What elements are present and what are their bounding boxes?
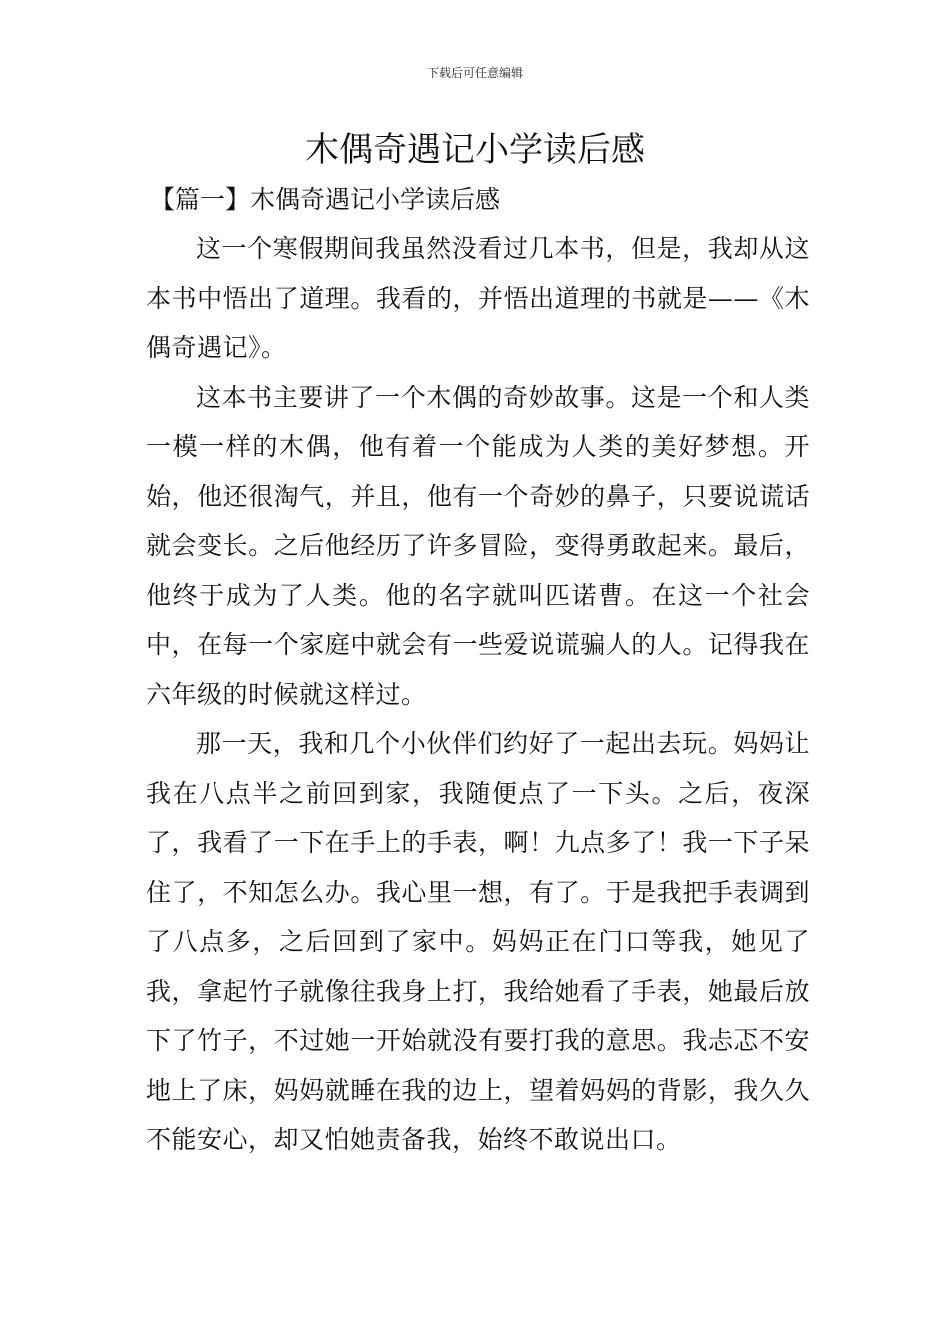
- body-text: [146, 224, 810, 1165]
- paragraph-3: 那一天，我和几个小伙伴们约好了一起出去玩。妈妈让我在八点半之前回到家，我随便点了一下头。之后，夜深了，我看了一下在手上的手表，啊！九点多了！我一下子呆住了，不知怎么办。我心里一想，有了。于是我把手表调到了八点多，之后回到了家中。妈妈正在门口等我，她见了我，拿起竹子就像往我身上打，我给她看了手表，她最后放下了竹子，不过她一开始就没有要打我的意思。我忐忑不安地上了床，妈妈就睡在我的边上，望着妈妈的背影，我久久不能安心，却又怕她责备我，始终不敢说出口。: [146, 729, 810, 1154]
- paragraph-2: 这本书主要讲了一个木偶的奇妙故事。这是一个和人类一模一样的木偶，他有着一个能成为人类的美好梦想。开始，他还很淘气，并且，他有一个奇妙的鼻子，只要说谎话就会变长。之后他经历了许多冒险，变得勇敢起来。最后，他终于成为了人类。他的名字就叫匹诺曹。在这一个社会中，在每一个家庭中就会有一些爱说谎骗人的人。记得我在六年级的时候就这样过。: [146, 382, 810, 709]
- header-note: 下载后可任意编辑: [426, 66, 523, 80]
- section-heading: 【篇一】木偶奇遇记小学读后感: [150, 185, 501, 214]
- document-title: 木偶奇遇记小学读后感: [305, 130, 645, 170]
- paragraph-1: 这一个寒假期间我虽然没看过几本书，但是，我却从这本书中悟出了道理。我看的，并悟出道理的书就是——《木偶奇遇记》。: [146, 234, 810, 362]
